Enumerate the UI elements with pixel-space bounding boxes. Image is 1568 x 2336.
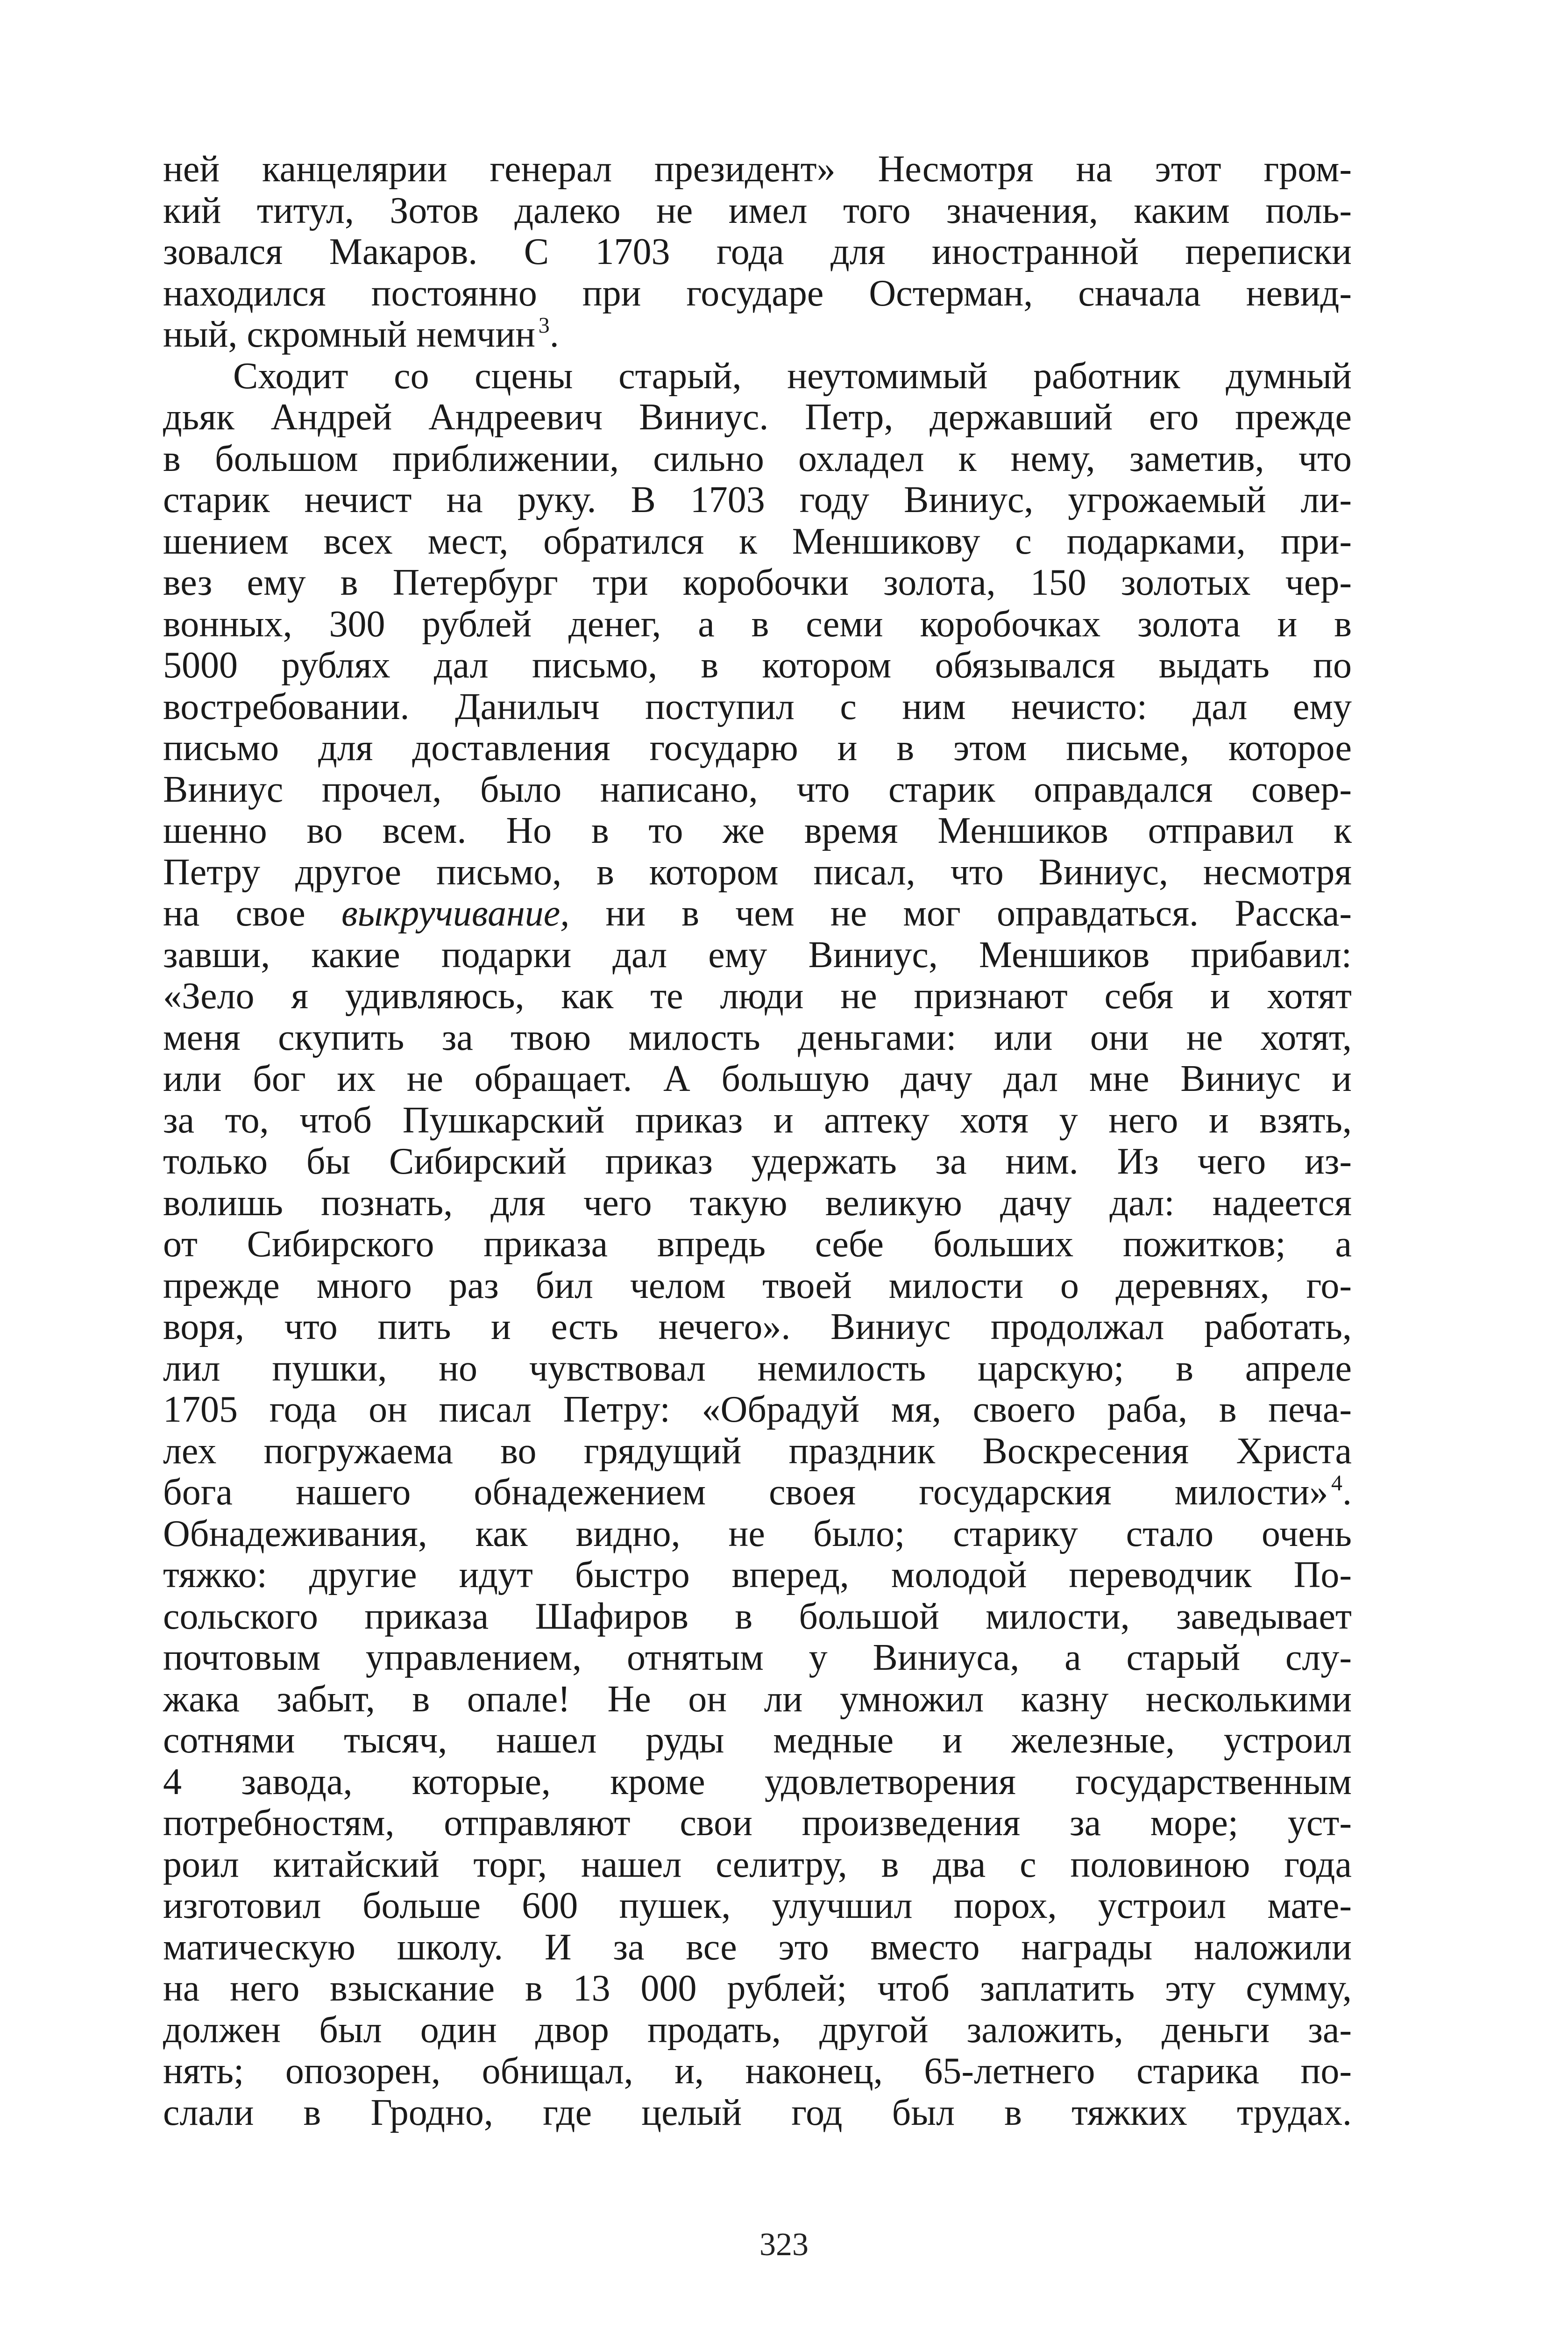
text-line: вез ему в Петербург три коробочки золота, 150 золотых чер-: [163, 562, 1352, 603]
footnote-marker: 4: [1331, 1471, 1342, 1496]
text-line: волишь познать, для чего такую великую дачу дал: надеется: [163, 1182, 1352, 1224]
text-line: Обнадеживания, как видно, не было; старику стало очень: [163, 1513, 1352, 1554]
text-line: лех погружаема во грядущий праздник Воскресения Христа: [163, 1430, 1352, 1472]
text-line: востребовании. Данилыч поступил с ним нечисто: дал ему: [163, 686, 1352, 727]
text-fragment: на свое: [163, 893, 305, 934]
body-text: [163, 149, 1352, 2133]
text-line: вонных, 300 рублей денег, а в семи коробочках золота и в: [163, 603, 1352, 645]
text-line: [163, 314, 1352, 356]
text-line: или бог их не обращает. А большую дачу дал мне Виниус и: [163, 1058, 1352, 1099]
text-line: находился постоянно при государе Остерман, сначала невид-: [163, 272, 1352, 314]
text-line: 4 завода, которые, кроме удовлетворения государственным: [163, 1761, 1352, 1802]
text-line: лил пушки, но чувствовал немилость царскую; в апреле: [163, 1347, 1352, 1389]
text-line: только бы Сибирский приказ удержать за ним. Из чего из-: [163, 1141, 1352, 1182]
text-line: сотнями тысяч, нашел руды медные и железные, устроил: [163, 1720, 1352, 1761]
text-fragment: .: [1342, 1472, 1352, 1513]
text-fragment: бога нашего обнадежением своея государския милости»: [163, 1472, 1328, 1513]
text-line: потребностям, отправляют свои произведения за море; уст-: [163, 1802, 1352, 1844]
text-line: за то, чтоб Пушкарский приказ и аптеку хотя у него и взять,: [163, 1099, 1352, 1141]
text-line: в большом приближении, сильно охладел к нему, заметив, что: [163, 438, 1352, 479]
text-line: завши, какие подарки дал ему Виниус, Меншиков прибавил:: [163, 934, 1352, 976]
text-fragment: ный, скромный немчин: [163, 314, 536, 355]
text-line: [163, 893, 1352, 934]
text-line: Виниус прочел, было написано, что старик оправдался совер-: [163, 769, 1352, 810]
text-line: дьяк Андрей Андреевич Виниус. Петр, державший его прежде: [163, 397, 1352, 438]
text-line: зовался Макаров. С 1703 года для иностранной переписки: [163, 231, 1352, 272]
text-line: от Сибирского приказа впредь себе больших пожитков; а: [163, 1224, 1352, 1265]
paragraph-first-line: Сходит со сцены старый, неутомимый работник думный: [233, 355, 1352, 397]
text-line: почтовым управлением, отнятым у Виниуса, а старый слу-: [163, 1637, 1352, 1678]
text-fragment: .: [549, 314, 559, 355]
text-line: прежде много раз бил челом твоей милости о деревнях, го-: [163, 1265, 1352, 1306]
text-line: кий титул, Зотов далеко не имел того значения, каким поль-: [163, 190, 1352, 231]
text-line: роил китайский торг, нашел селитру, в два с половиною года: [163, 1844, 1352, 1885]
text-line: Петру другое письмо, в котором писал, что Виниус, несмотря: [163, 851, 1352, 893]
text-line: письмо для доставления государю и в этом письме, которое: [163, 727, 1352, 769]
text-line: воря, что пить и есть нечего». Виниус продолжал работать,: [163, 1306, 1352, 1347]
text-line: меня скупить за твою милость деньгами: или они не хотят,: [163, 1017, 1352, 1058]
text-line: шенно во всем. Но в то же время Меншиков отправил к: [163, 810, 1352, 851]
italic-word: выкручивание,: [341, 893, 570, 934]
text-line: матическую школу. И за все это вместо награды наложили: [163, 1926, 1352, 1968]
text-line: должен был один двор продать, другой заложить, деньги за-: [163, 2009, 1352, 2051]
text-line: сольского приказа Шафиров в большой милости, заведывает: [163, 1595, 1352, 1637]
text-line: нять; опозорен, обнищал, и, наконец, 65-летнего старика по-: [163, 2051, 1352, 2092]
text-line: изготовил больше 600 пушек, улучшил порох, устроил мате-: [163, 1885, 1352, 1926]
text-fragment: ни в чем не мог оправдаться. Расска-: [605, 893, 1352, 934]
text-line: 1705 года он писал Петру: «Обрадуй мя, своего раба, в печа-: [163, 1389, 1352, 1430]
text-line: «Зело я удивляюсь, как те люди не признают себя и хотят: [163, 976, 1352, 1017]
text-line: тяжко: другие идут быстро вперед, молодой переводчик По-: [163, 1554, 1352, 1595]
text-line: [163, 1472, 1352, 1513]
text-line: 5000 рублях дал письмо, в котором обязывался выдать по: [163, 645, 1352, 686]
footnote-marker: 3: [538, 313, 550, 338]
text-line: ней канцелярии генерал президент» Несмотря на этот гром-: [163, 149, 1352, 190]
text-line: шением всех мест, обратился к Меншикову с подарками, при-: [163, 520, 1352, 562]
text-line: старик нечист на руку. В 1703 году Виниус, угрожаемый ли-: [163, 479, 1352, 520]
page-number: 323: [759, 2227, 809, 2263]
text-line: на него взыскание в 13 000 рублей; чтоб заплатить эту сумму,: [163, 1968, 1352, 2009]
text-line: жака забыт, в опале! Не он ли умножил казну несколькими: [163, 1678, 1352, 1720]
text-line: слали в Гродно, где целый год был в тяжких трудах.: [163, 2092, 1352, 2133]
